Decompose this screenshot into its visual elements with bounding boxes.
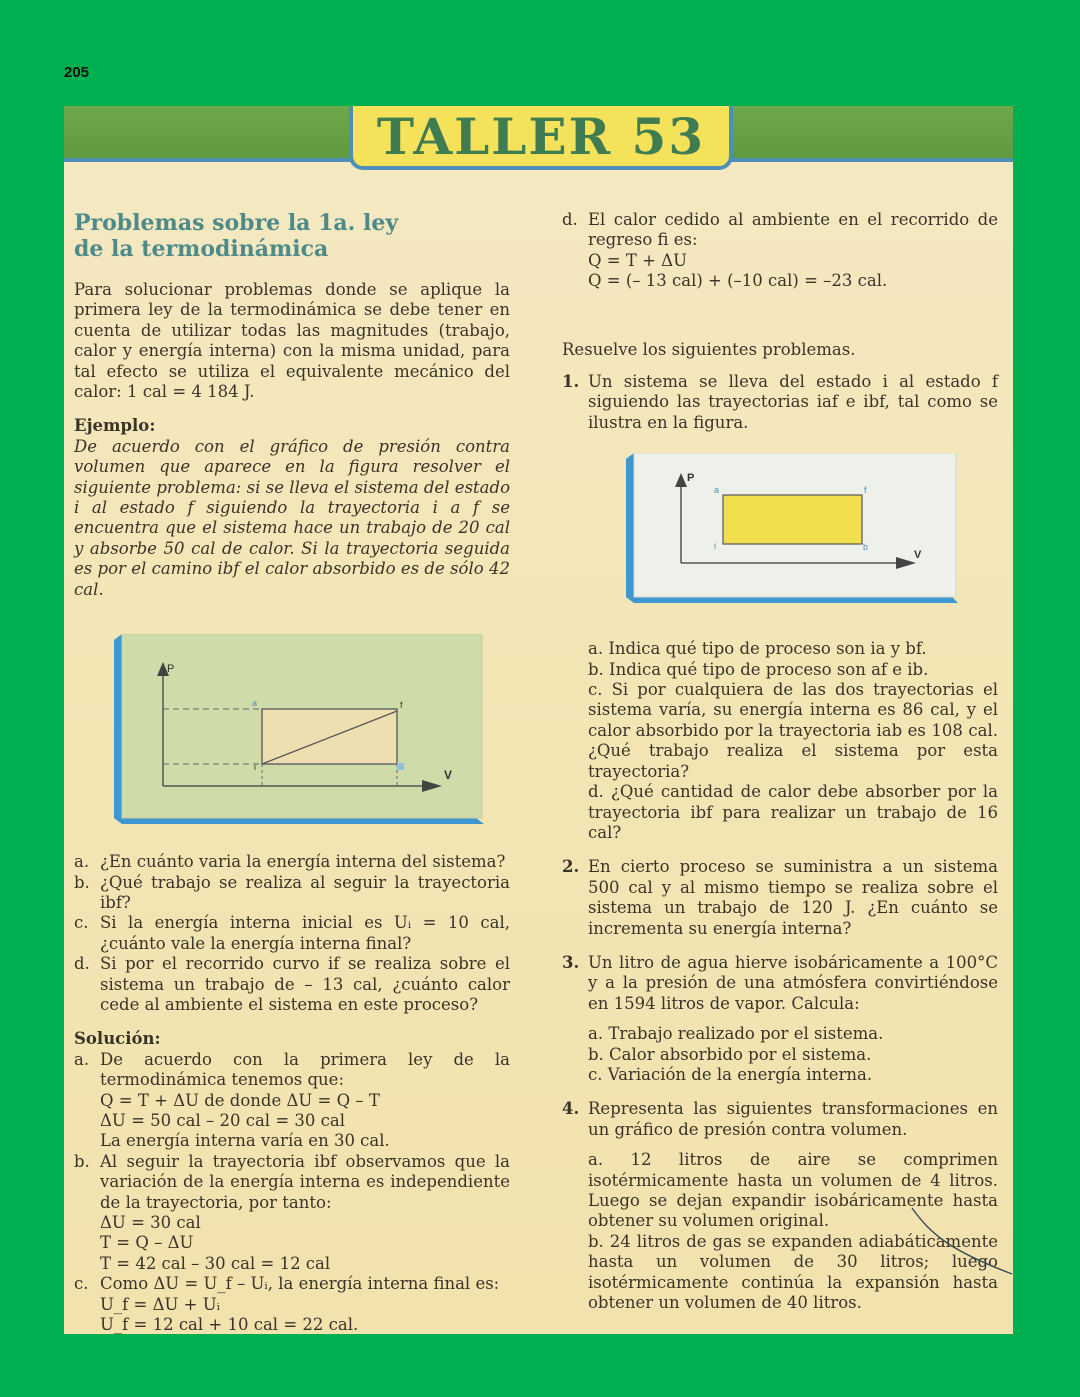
svg-text:b: b	[863, 542, 869, 553]
pen-mark	[902, 1206, 1013, 1286]
problem-1-subitems	[562, 639, 998, 843]
solution-d: d. El calor cedido al ambiente en el recorrido de regreso fi es:	[562, 210, 998, 250]
svg-text:P: P	[687, 472, 695, 485]
problem-3: 3. Un litro de agua hierve isobáricamente a 100°C y a la presión de una atmósfera convirtiéndose en 1594 litros de vapor. Calcula:	[562, 952, 998, 1013]
svg-text:a: a	[714, 485, 720, 496]
taller-badge	[349, 106, 733, 170]
svg-text:i: i	[254, 762, 256, 773]
solution-b: b. Al seguir la trayectoria ibf observamos que la variación de la energía interna es independiente de la trayectoria, por tanto:	[74, 1151, 510, 1212]
subitem: c. Variación de la energía interna.	[588, 1064, 873, 1084]
worksheet-page	[64, 106, 1013, 1334]
problem-2: 2. En cierto proceso se suministra a un sistema 500 cal y al mismo tiempo se realiza sobre el sistema un trabajo de 120 J. ¿En cuánto se incrementa su energía interna?	[562, 857, 998, 938]
subitem: a. 12 litros de aire se comprimen isotérmicamente hasta un volumen de 4 litros. Luego se dejan expandir isobáricamente hasta obtener su volumen original.	[588, 1150, 998, 1231]
solution-label: Solución:	[74, 1029, 161, 1049]
right-column	[562, 210, 998, 1313]
intro-paragraph: Para solucionar problemas donde se aplique la primera ley de la termodinámica se debe tener en cuenta de utilizar todas las magnitudes (trabajo, calor y energía interna) con la misma unidad, para tal efecto se utiliza el equivalente mecánico del calor: 1 cal = 4 184 J.	[74, 280, 510, 402]
x-axis-label: V	[444, 768, 453, 783]
svg-text:f: f	[864, 485, 867, 496]
svg-text:a: a	[252, 698, 258, 709]
conclusion: La energía interna varía en 30 cal.	[100, 1131, 390, 1151]
equation: ΔU = 30 cal	[100, 1213, 201, 1232]
pv-diagram-example	[114, 634, 486, 824]
section-title: Problemas sobre la 1a. ley de la termodinámica	[74, 210, 399, 262]
solution-block	[74, 1050, 510, 1334]
equation: T = Q – ΔU	[100, 1233, 194, 1253]
left-column	[74, 210, 510, 1334]
equation: U_f = ΔU + Uᵢ	[100, 1294, 220, 1314]
subitem: b. 24 litros de gas se expanden adiabáticamente hasta un volumen de 30 litros; luego isotérmicamente continúa la expansión hasta obtener un volumen de 40 litros.	[588, 1231, 998, 1313]
pv-diagram-svg	[114, 634, 486, 824]
subitem: b. Calor absorbido por el sistema.	[588, 1044, 872, 1064]
exercises-intro: Resuelve los siguientes problemas.	[562, 339, 856, 359]
subitem: d. ¿Qué cantidad de calor debe absorber por la trayectoria ibf para realizar un trabajo de 16 cal?	[588, 782, 998, 842]
equation: Q = (– 13 cal) + (–10 cal) = –23 cal.	[588, 271, 888, 291]
problem-3-subitems	[562, 1024, 998, 1085]
equation: T = 42 cal – 30 cal = 12 cal	[100, 1253, 331, 1273]
workshop-title: TALLER 53	[376, 106, 706, 166]
solution-c: c. Como ΔU = U_f – Uᵢ, la energía interna final es:	[74, 1274, 500, 1294]
question-item: b. ¿Qué trabajo se realiza al seguir la trayectoria ibf?	[74, 872, 510, 912]
problem-4: 4. Representa las siguientes transformaciones en un gráfico de presión contra volumen.	[562, 1099, 998, 1139]
svg-text:V: V	[914, 549, 922, 562]
subitem: b. Indica qué tipo de proceso son af e ib.	[588, 659, 929, 679]
example-questions	[74, 852, 510, 1015]
y-axis-label: P	[167, 663, 175, 676]
example-label: Ejemplo:	[74, 416, 156, 436]
svg-text:f: f	[400, 700, 403, 711]
question-item: c. Si la energía interna inicial es Uᵢ = 10 cal, ¿cuánto vale la energía interna final?	[74, 913, 510, 953]
equation: Q = T + ΔU	[588, 250, 687, 270]
equation: ΔU = 50 cal – 20 cal = 30 cal	[100, 1110, 345, 1130]
svg-text:i: i	[714, 541, 716, 552]
example-text: De acuerdo con el gráfico de presión contra volumen que aparece en la figura resolver el siguiente problema: si se lleva el sistema del estado i al estado f siguiendo la trayectoria i a f se encuentra que el sistema hace un trabajo de 20 cal y absorbe 50 cal de calor. Si la trayectoria seguida es por el camino ibf el calor absorbido es de sólo 42 cal.	[74, 436, 510, 599]
pv-diagram-problem-1	[626, 453, 960, 603]
subitem: a. Trabajo realizado por el sistema.	[588, 1024, 884, 1044]
solution-a: a. De acuerdo con la primera ley de la termodinámica tenemos que:	[74, 1049, 510, 1090]
question-item: d. Si por el recorrido curvo if se realiza sobre el sistema un trabajo de – 13 cal, ¿cuánto calor cede al ambiente el sistema en este proceso?	[74, 954, 510, 1014]
page-number: 205	[64, 64, 90, 81]
equation: U_f = 12 cal + 10 cal = 22 cal.	[100, 1315, 359, 1334]
question-item: a. ¿En cuánto varia la energía interna del sistema?	[74, 852, 506, 872]
problem-1: 1. Un sistema se lleva del estado i al estado f siguiendo las trayectorias iaf e ibf, tal como se ilustra en la figura.	[562, 372, 998, 432]
equation: Q = T + ΔU de donde ΔU = Q – T	[100, 1090, 380, 1110]
subitem: c. Si por cualquiera de las dos trayectorias el sistema varía, su energía interna es 86 cal, y el calor absorbido por la trayectoria iab es 108 cal. ¿Qué trabajo realiza el sistema por esta trayectoria?	[588, 680, 998, 781]
subitem: a. Indica qué tipo de proceso son ia y bf.	[588, 639, 927, 659]
